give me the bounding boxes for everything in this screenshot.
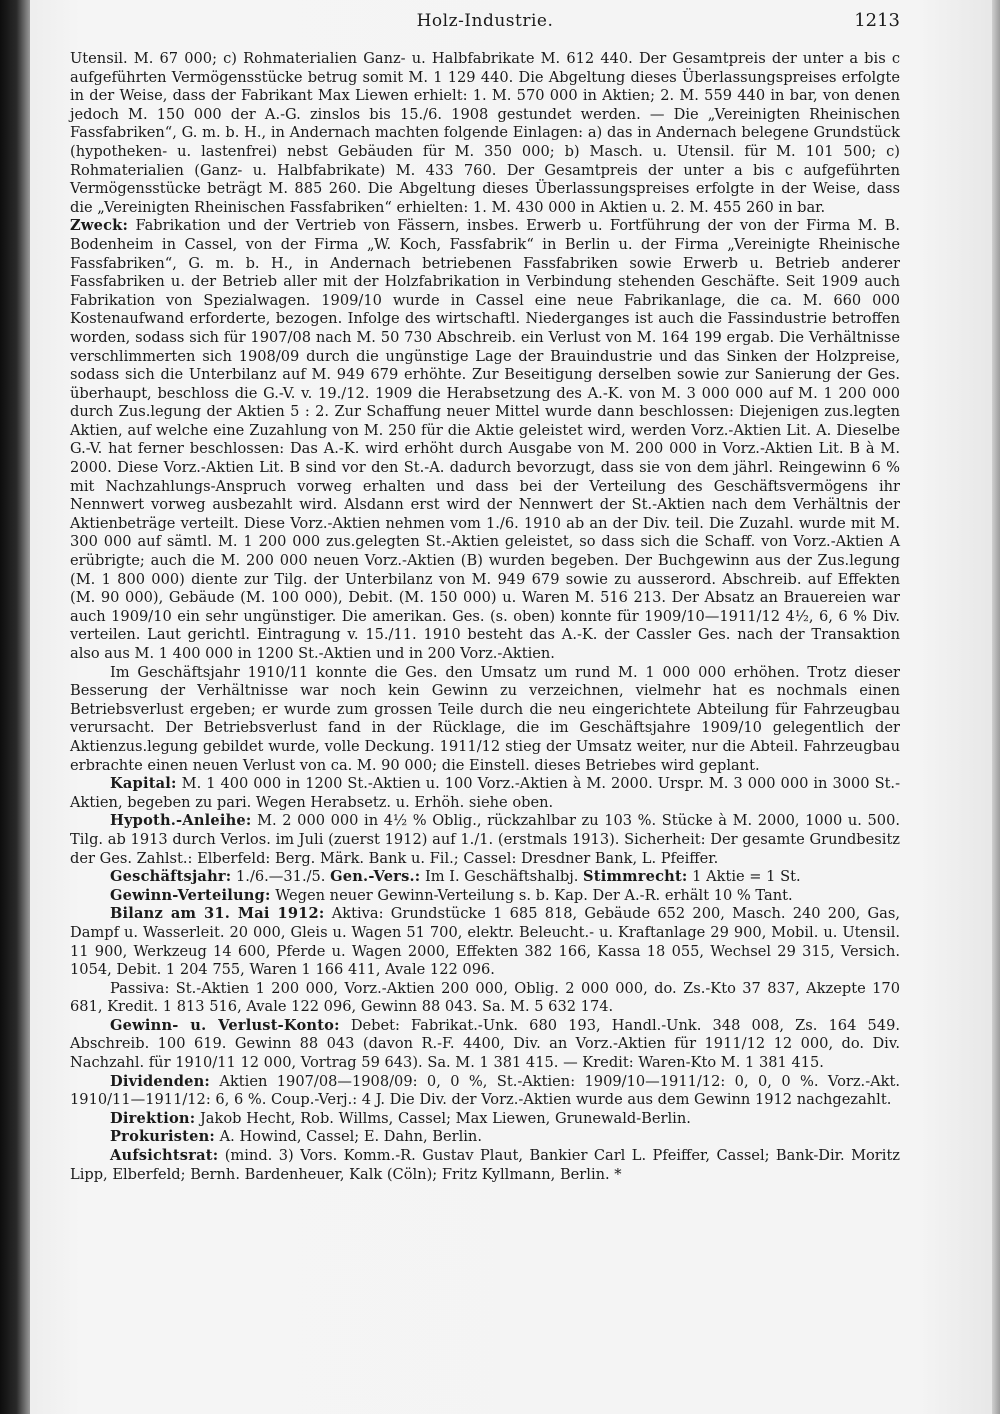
paragraph-dividenden — [70, 1073, 900, 1110]
gen-vers-value: Im I. Geschäftshalbj. — [425, 868, 579, 886]
running-head: Holz-Industrie. — [416, 11, 554, 31]
paragraph-gewinn-verteilung — [70, 887, 900, 906]
book-binding-shadow — [0, 0, 30, 1414]
aufsichtsrat-text: (mind. 3) Vors. Komm.-R. Gustav Plaut, Bankier Carl L. Pfeiffer, Cassel; Bank-Dir. Moritz Lipp, Elberfeld; Bernh. Bardenheuer, Kalk (Cöln); Fritz Kyllmann, Berlin. * — [70, 1147, 900, 1183]
stimmrecht-label: Stimmrecht: — [583, 868, 688, 886]
gewinn-verteilung-label: Gewinn-Verteilung: — [110, 886, 271, 904]
paragraph-intro — [70, 50, 900, 217]
paragraph-hypothek — [70, 812, 900, 868]
paragraph-aufsichtsrat — [70, 1147, 900, 1184]
bilanz-label: Bilanz am 31. Mai 1912: — [110, 905, 325, 923]
hypothek-text: M. 2 000 000 in 4½ % Oblig., rückzahlbar zu 103 %. Stücke à M. 2000, 1000 u. 500. Tilg. ab 1913 durch Verlos. im Juli (zuerst 1912) auf 1./1. (erstmals 1913). Sicherheit: Der gesamte Grundbesitz der Ges. Zahlst.: Elberfeld: Berg. Märk. Bank u. Fil.; Cassel: Dresdner Bank, L. Pfeiffer. — [70, 812, 901, 867]
page-header — [70, 6, 900, 36]
page-number: 1213 — [854, 10, 900, 31]
paragraph-direktion — [70, 1110, 900, 1129]
stimmrecht-value: 1 Aktie = 1 St. — [692, 868, 801, 886]
hypothek-label: Hypoth.-Anleihe: — [110, 812, 252, 830]
dividenden-text: Aktien 1907/08—1908/09: 0, 0 %, St.-Aktien: 1909/10—1911/12: 0, 0, 0 %. Vorz.-Akt. 1910/11—1911/12: 6, 6 %. Coup.-Verj.: 4 J. Die Div. der Vorz.-Aktien wurde aus dem Gewinn 1912 nachgezahlt. — [70, 1072, 901, 1109]
dividenden-label: Dividenden: — [110, 1072, 211, 1090]
paragraph-gewinn-verlust — [70, 1017, 900, 1073]
paragraph-geschaeftsjahr — [70, 868, 900, 887]
direktion-text: Jakob Hecht, Rob. Willms, Cassel; Max Liewen, Grunewald-Berlin. — [199, 1109, 691, 1127]
geschaeftsjahr-label: Geschäftsjahr: — [110, 868, 232, 886]
paragraph-passiva — [70, 980, 900, 1017]
paragraph-geschaeftsjahr-1910 — [70, 664, 900, 776]
paragraph-bilanz — [70, 905, 900, 979]
paragraph-zweck — [70, 217, 900, 663]
bilanz-passiva: Passiva: St.-Aktien 1 200 000, Vorz.-Aktien 200 000, Oblig. 2 000 000, do. Zs.-Kto 37 837, Akzepte 170 681, Kredit. 1 813 516, Avale 122 096, Gewinn 88 043. Sa. M. 5 632 174. — [70, 979, 900, 1016]
paragraph-prokuristen — [70, 1128, 900, 1147]
prokuristen-label: Prokuristen: — [110, 1128, 215, 1146]
gewinn-verlust-text: Debet: Fabrikat.-Unk. 680 193, Handl.-Unk. 348 008, Zs. 164 549. Abschreib. 100 619. Gewinn 88 043 (davon R.-F. 4400, Div. an Vorz.-Aktien für 1911/12 12 000, do. Div. Nachzahl. für 1910/11 12 000, Vortrag 59 643). Sa. M. 1 381 415. — Kredit: Waren-Kto M. 1 381 415. — [70, 1016, 900, 1072]
bilanz-aktiva: Aktiva: Grundstücke 1 685 818, Gebäude 652 200, Masch. 240 200, Gas, Dampf u. Wasserleit. 20 000, Gleis u. Wagen 51 700, elektr. Beleucht.- u. Kraftanlage 29 900, Mobil. u. Utensil. 11 900, Werkzeug 14 600, Pferde u. Wagen 2000, Effekten 382 166, Kassa 18 055, Wechsel 29 315, Versich. 1054, Debit. 1 204 755, Waren 1 166 411, Avale 122 096. — [70, 905, 900, 979]
gewinn-verlust-label: Gewinn- u. Verlust-Konto: — [110, 1016, 340, 1034]
gewinn-verteilung-text: Wegen neuer Gewinn-Verteilung s. b. Kap. Der A.-R. erhält 10 % Tant. — [275, 886, 793, 904]
page-edge — [992, 0, 1000, 1414]
direktion-label: Direktion: — [110, 1109, 196, 1127]
paragraph-kapital — [70, 775, 900, 812]
intro-text: Utensil. M. 67 000; c) Rohmaterialien Ganz- u. Halbfabrikate M. 612 440. Der Gesamtpreis der unter a bis c aufgeführten Vermögensstücke betrug somit M. 1 129 440. Die Abgeltung dieses Überlassungspreises erfolgte in der Weise, dass der Fabrikant Max Liewen erhielt: 1. M. 570 000 in Aktien; 2. M. 559 440 in bar, von denen jedoch M. 150 000 der A.-G. zinslos bis 15./6. 1908 gestundet werden. — Die „Vereinigten Rheinischen Fassfabriken“, G. m. b. H., in Andernach machten folgende Einlagen: a) das in Andernach belegene Grundstück (hypotheken- u. lastenfrei) nebst Gebäuden für M. 350 000; b) Masch. u. Utensil. für M. 101 500; c) Rohmaterialien (Ganz- u. Halbfabrikate) M. 433 760. Der Gesamtpreis der unter a bis c aufgeführten Vermögensstücke beträgt M. 885 260. Die Abgeltung dieses Überlassungspreises erfolgte in der Weise, dass die „Vereinigten Rheinischen Fassfabriken“ erhielten: 1. M. 430 000 in Aktien u. 2. M. 455 260 in bar. — [70, 50, 900, 216]
prokuristen-text: A. Howind, Cassel; E. Dahn, Berlin. — [219, 1128, 482, 1146]
kapital-label: Kapital: — [110, 775, 177, 793]
aufsichtsrat-label: Aufsichtsrat: — [110, 1147, 219, 1165]
kapital-text: M. 1 400 000 in 1200 St.-Aktien u. 100 Vorz.-Aktien à M. 2000. Urspr. M. 3 000 000 in 3000 St.-Aktien, begeben zu pari. Wegen Herabsetz. u. Erhöh. siehe oben. — [70, 775, 901, 811]
body-text — [70, 50, 900, 1184]
zweck-text: Fabrikation und der Vertrieb von Fässern, insbes. Erwerb u. Fortführung der von der Firma M. B. Bodenheim in Cassel, von der Firma „W. Koch, Fassfabrik“ in Berlin u. der Firma „Vereinigte Rheinische Fassfabriken“, G. m. b. H., in Andernach betriebenen Fassfabriken sowie Erwerb u. Betrieb anderer Fassfabriken u. der Betrieb aller mit der Holzfabrikation in Verbindung stehenden Geschäfte. Seit 1909 auch Fabrikation von Spezialwagen. 1909/10 wurde in Cassel eine neue Fabrikanlage, die ca. M. 660 000 Kostenaufwand erforderte, bezogen. Infolge des wirtschaftl. Niederganges ist auch die Fassindustrie betroffen worden, sodass sich für 1907/08 nach M. 50 730 Abschreib. ein Verlust von M. 164 199 ergab. Die Verhältnisse verschlimmerten sich 1908/09 durch die ungünstige Lage der Brauindustrie und das Sinken der Holzpreise, sodass sich die Unterbilanz auf M. 949 679 erhöhte. Zur Beseitigung derselben sowie zur Sanierung der Ges. überhaupt, beschloss die G.-V. v. 19./12. 1909 die Herabsetzung des A.-K. von M. 3 000 000 auf M. 1 200 000 durch Zus.legung der Aktien 5 : 2. Zur Schaffung neuer Mittel wurde dann beschlossen: Diejenigen zus.legten Aktien, auf welche eine Zuzahlung von M. 250 für die Aktie geleistet wird, werden Vorz.-Aktien Lit. A. Dieselbe G.-V. hat ferner beschlossen: Das A.-K. wird erhöht durch Ausgabe von M. 200 000 in Vorz.-Aktien Lit. B à M. 2000. Diese Vorz.-Aktien Lit. B sind vor den St.-A. dadurch bevorzugt, dass sie von dem jährl. Reingewinn 6 % mit Nachzahlungs-Anspruch vorweg erhalten und dass bei der Verteilung des Geschäftsvermögens ihr Nennwert vorweg ausbezahlt wird. Alsdann erst wird der Nennwert der St.-Aktien nach dem Verhältnis der Aktienbeträge verteilt. Diese Vorz.-Aktien nehmen vom 1./6. 1910 ab an der Div. teil. Die Zuzahl. wurde mit M. 300 000 auf sämtl. M. 1 200 000 zus.gelegten St.-Aktien geleistet, so dass sich die Schaff. von Vorz.-Aktien A erübrigte; auch die M. 200 000 neuen Vorz.-Aktien (B) wurden begeben. Der Buchgewinn aus der Zus.legung (M. 1 800 000) diente zur Tilg. der Unterbilanz von M. 949 679 sowie zu ausserord. Abschreib. auf Effekten (M. 90 000), Gebäude (M. 100 000), Debit. (M. 150 000) u. Waren M. 516 213. Der Absatz an Brauereien war auch 1909/10 ein sehr ungünstiger. Die amerikan. Ges. (s. oben) konnte für 1909/10—1911/12 4½, 6, 6 % Div. verteilen. Laut gerichtl. Eintragung v. 15./11. 1910 besteht das A.-K. der Cassler Ges. nach der Transaktion also aus M. 1 400 000 in 1200 St.-Aktien und in 200 Vorz.-Aktien. — [70, 217, 901, 662]
zweck-label: Zweck: — [70, 217, 129, 235]
geschaeftsjahr-value: 1./6.—31./5. — [236, 868, 326, 886]
gen-vers-label: Gen.-Vers.: — [330, 868, 421, 886]
geschaeftsjahr-text: Im Geschäftsjahr 1910/11 konnte die Ges. den Umsatz um rund M. 1 000 000 erhöhen. Trotz dieser Besserung der Verhältnisse war noch kein Gewinn zu verzeichnen, vielmehr hat es nochmals einen Betriebsverlust ergeben; er wurde zum grossen Teile durch die neu eingerichtete Abteilung für Fahrzeugbau verursacht. Der Betriebsverlust fand in der Rücklage, die im Geschäftsjahre 1909/10 gelegentlich der Aktienzus.legung gebildet wurde, volle Deckung. 1911/12 stieg der Umsatz weiter, nur die Abteil. Fahrzeugbau erbrachte einen neuen Verlust von ca. M. 90 000; die Einstell. dieses Betriebes wird geplant. — [70, 663, 900, 774]
page-content — [70, 6, 900, 1406]
